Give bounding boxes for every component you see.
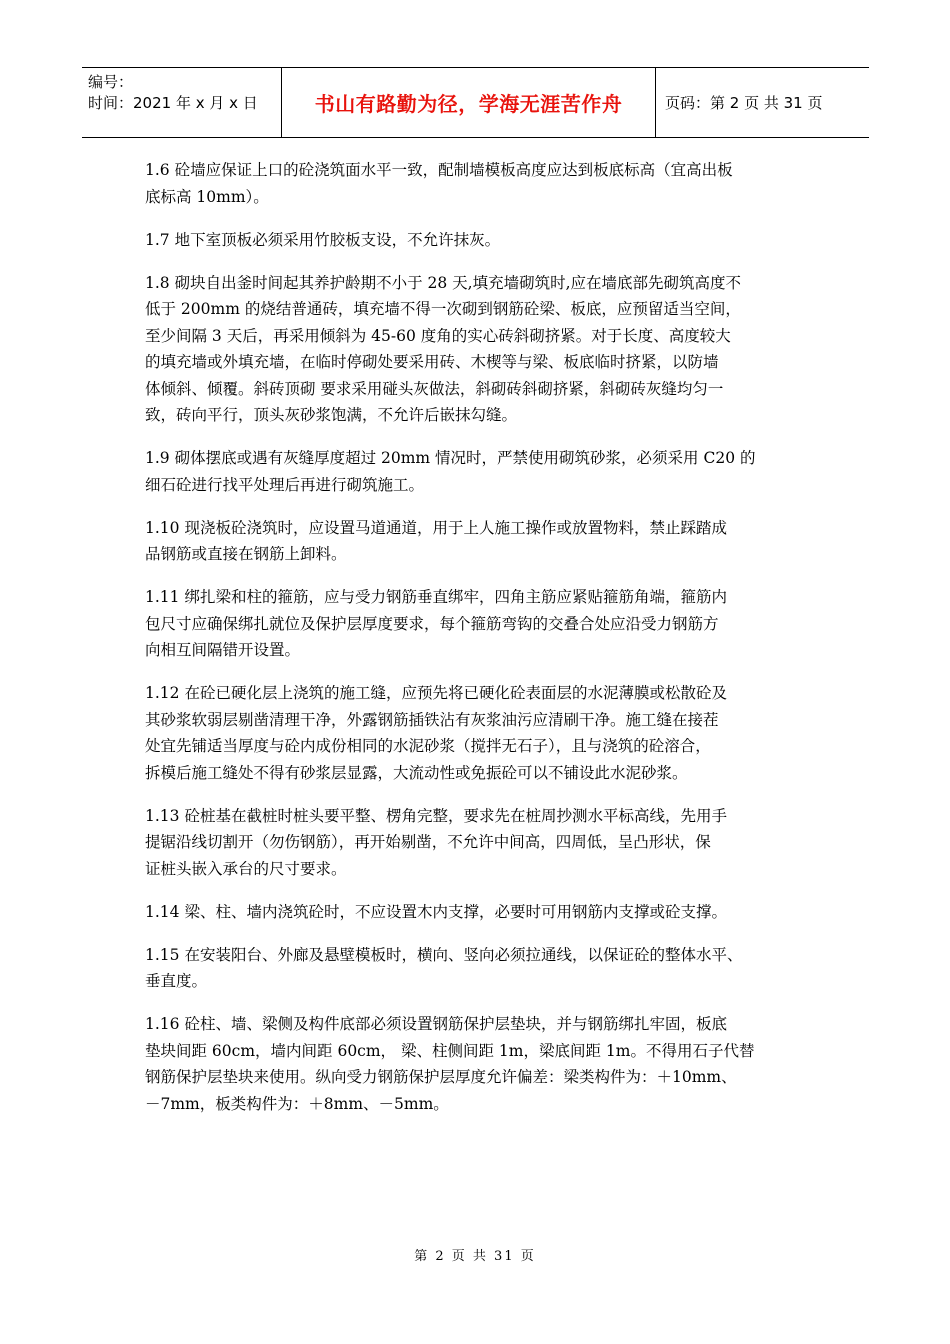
paragraph-line: 拆模后施工缝处不得有砂浆层显露，大流动性或免振砼可以不铺设此水泥砂浆。 [145, 763, 688, 782]
header-motto: 书山有路勤为径，学海无涯苦作舟 [282, 68, 656, 137]
paragraph [145, 515, 805, 568]
paragraph-line: 1.14 梁、柱、墙内浇筑砼时，不应设置木内支撑，必要时可用钢筋内支撑或砼支撑。 [145, 902, 727, 921]
paragraph [145, 227, 805, 254]
paragraph [145, 680, 805, 786]
paragraph-line: 品钢筋或直接在钢筋上卸料。 [145, 545, 347, 563]
paragraph-line: 底标高 10mm）。 [145, 187, 269, 206]
paragraph [145, 445, 805, 498]
paragraph-line: 1.13 砼桩基在截桩时桩头要平整、楞角完整，要求先在桩周抄测水平标高线，先用手 [145, 806, 727, 825]
paragraph-line: 证桩头嵌入承台的尺寸要求。 [145, 859, 347, 878]
paragraph-line: 钢筋保护层垫块来使用。纵向受力钢筋保护层厚度允许偏差：梁类构件为：＋10mm、 [145, 1068, 737, 1086]
paragraph-line: 1.12 在砼已硬化层上浇筑的施工缝，应预先将已硬化砼表面层的水泥薄膜或松散砼及 [145, 684, 727, 702]
header-page-info: 页码：第 2 页 共 31 页 [665, 94, 823, 112]
paragraph-line: 的填充墙或外填充墙，在临时停砌处要采用砖、木楔等与梁、板底临时挤紧，以防墙 [145, 353, 719, 371]
paragraph-line: 其砂浆软弱层剔凿清理干净，外露钢筋插铁沾有灰浆油污应清刷干净。施工缝在接茬 [145, 710, 719, 729]
paragraph [145, 270, 805, 429]
paragraph [145, 584, 805, 664]
paragraph-line: 1.9 砌体摆底或遇有灰缝厚度超过 20mm 情况时，严禁使用砌筑砂浆，必须采用 C20 的 [145, 449, 756, 467]
document-body [145, 157, 805, 1134]
paragraph-line: 提锯沿线切割开（勿伤钢筋），再开始剔凿，不允许中间高，四周低，呈凸形状，保 [145, 833, 711, 851]
paragraph [145, 157, 805, 210]
paragraph-line: 1.8 砌块自出釜时间起其养护龄期不小于 28 天,填充墙砌筑时,应在墙底部先砌筑高度不 [145, 273, 742, 292]
paragraph [145, 942, 805, 995]
paragraph-line: 垫块间距 60cm，墙内间距 60cm， 梁、柱侧间距 1m，梁底间距 1m。不得用石子代替 [145, 1041, 755, 1060]
paragraph-line: 包尺寸应确保绑扎就位及保护层厚度要求，每个箍筋弯钩的交叠合处应沿受力钢筋方 [145, 614, 719, 633]
paragraph-line: 1.10 现浇板砼浇筑时，应设置马道通道，用于上人施工操作或放置物料，禁止踩踏成 [145, 518, 727, 537]
paragraph [145, 899, 805, 926]
paragraph-line: 处宜先铺适当厚度与砼内成份相同的水泥砂浆（搅拌无石子），且与浇筑的砼溶合， [145, 737, 711, 755]
paragraph-line: 1.16 砼柱、墙、梁侧及构件底部必须设置钢筋保护层垫块，并与钢筋绑扎牢固，板底 [145, 1015, 727, 1033]
document-date: 时间：2021 年 x 月 x 日 [88, 94, 258, 112]
paragraph [145, 803, 805, 883]
paragraph-line: 1.6 砼墙应保证上口的砼浇筑面水平一致，配制墙模板高度应达到板底标高（宜高出板 [145, 161, 733, 179]
paragraph-line: 1.15 在安装阳台、外廊及悬壁模板时，横向、竖向必须拉通线，以保证砼的整体水平、 [145, 945, 743, 964]
page-header [82, 67, 869, 138]
paragraph-line: 1.11 绑扎梁和柱的箍筋，应与受力钢筋垂直绑牢，四角主筋应紧贴箍筋角端，箍筋内 [145, 588, 727, 606]
paragraph-line: 向相互间隔错开设置。 [145, 641, 301, 659]
header-meta [82, 68, 282, 137]
paragraph-line: 体倾斜、倾覆。斜砖顶砌 要求采用碰头灰做法，斜砌砖斜砌挤紧，斜砌砖灰缝均匀一 [145, 379, 724, 398]
paragraph-line: 垂直度。 [145, 972, 208, 990]
paragraph-line: －7mm，板类构件为：＋8mm、－5mm。 [145, 1094, 449, 1113]
paragraph [145, 1011, 805, 1117]
paragraph-line: 低于 200mm 的烧结普通砖，填充墙不得一次砌到钢筋砼梁、板底，应预留适当空间， [145, 300, 741, 318]
paragraph-line: 至少间隔 3 天后，再采用倾斜为 45-60 度角的实心砖斜砌挤紧。对于长度、高度较大 [145, 326, 731, 345]
paragraph-line: 致，砖向平行，顶头灰砂浆饱满，不允许后嵌抹勾缝。 [145, 406, 518, 424]
paragraph-line: 1.7 地下室顶板必须采用竹胶板支设，不允许抹灰。 [145, 230, 501, 249]
page-footer: 第 2 页 共 31 页 [414, 1249, 536, 1264]
document-number-label: 编号： [88, 73, 134, 91]
paragraph-line: 细石砼进行找平处理后再进行砌筑施工。 [145, 475, 425, 494]
